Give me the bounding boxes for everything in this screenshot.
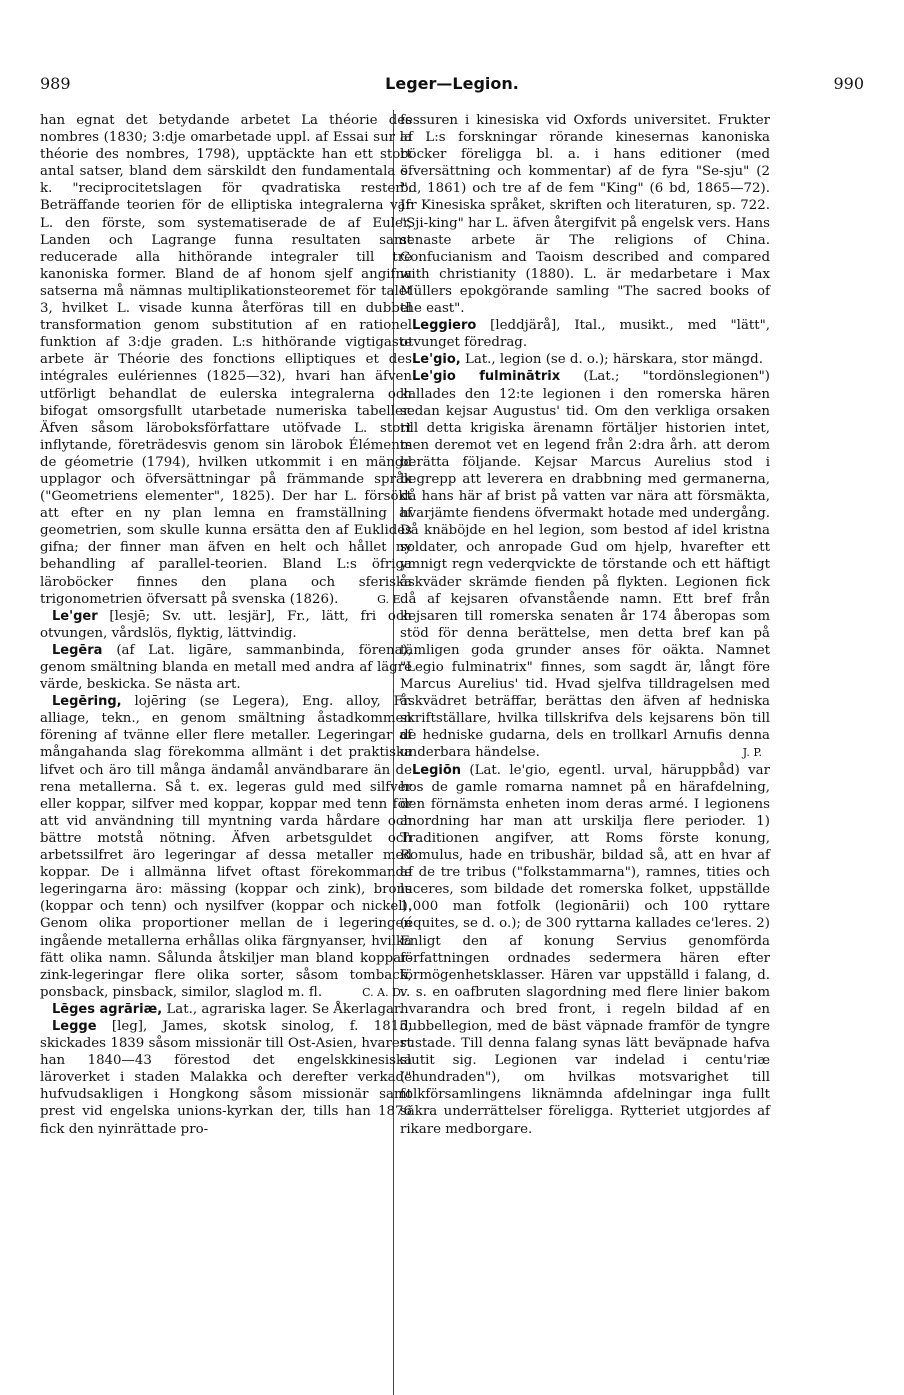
headword: Legiōn — [412, 762, 462, 778]
entry-legering — [40, 693, 412, 1001]
running-head: Leger—Legion. — [385, 74, 519, 93]
entry-text: (Lat. le'gio, egentl. urval, häruppbåd) var hos de gamle romarna namnet på en härafdelning, den förnämsta enheten inom deras armé. I legionens anordning har man att urskilja flere perioder. 1) Traditionen angifver, att Roms förste konung, Romulus, hade en tribushär, bildad så, att en hvar af af de tre tribus ("folkstammarna"), ramnes, tities och luceres, som bildade det romerska folket, uppställde 1,000 man fotfolk (legionārii) och 100 ryttare (équites, se d. o.); de 300 ryttarna kallades ce'leres. 2) Enligt den af konung Servius genomförda författningen ordnades sedermera hären efter förmögenhetsklasser. Hären var uppställd i falang, d. v. s. en oafbruten slagordning med flere linier bakom hvarandra och bred front, i regeln bildad af en dubbellegion, med de bäst väpnade framför de tyngre rustade. Till denna falang synas lätt beväpnade hafva slutit sig. Legionen var indelad i centu'riæ ("hundraden"), om hvilkas motsvarighet till folkförsamlingens liknämnda afdelningar inga fullt säkra underrättelser föreligga. Rytteriet utgjordes af rikare medborgare. — [400, 762, 770, 1137]
entry-text: Lat., legion (se d. o.); härskara, stor mängd. — [464, 352, 763, 368]
entry-text: [leg], James, skotsk sinolog, f. 1815, skickades 1839 såsom missionär till Ost-Asien, hvarest han 1840—43 förestod det engelskkinesiska läroverket i staden Malakka och derefter verkade hufvudsakligen i Hongkong såsom missionär samt prest vid engelska unions-kyrkan der, tills han 1876 fick den nyinrättade pro- — [40, 1018, 412, 1137]
entry-leger — [40, 608, 412, 642]
headword: Legēra — [52, 642, 103, 658]
entry-legge — [40, 1018, 412, 1138]
headword: Lēges agrāriæ, — [52, 1001, 163, 1017]
right-column — [400, 112, 770, 1138]
page-header — [40, 74, 864, 100]
headword: Leggiero — [412, 318, 477, 334]
signature: J. P. — [742, 746, 762, 760]
legge-continuation-text: fessuren i kinesiska vid Oxfords universitet. Frukter af L:s forskningar rörande kinesernas kanoniska böcker föreligga bl. a. i hans editioner (med öfversättning och kommentar) af de fyra "Se-sju" (2 bd, 1861) och tre af de fem "King" (6 bd, 1865—72). Jfr Kinesiska språket, skriften och literaturen, sp. 722. "Sji-king" har L. äfven återgifvit på engelsk vers. Hans senaste arbete är The religions of China. Confucianism and Taoism described and compared with christianity (1880). L. är medarbetare i Max Müllers epokgörande samling "The sacred books of the east". — [400, 113, 770, 317]
entry-text: Lat., agrariska lager. Se Åkerlagar. — [166, 1001, 404, 1017]
entry-legio — [400, 351, 770, 368]
legge-continuation — [400, 112, 770, 317]
entry-legio-fulminatrix — [400, 368, 770, 761]
page-number-right: 990 — [833, 74, 864, 93]
headword: Le'gio fulminātrix — [412, 369, 561, 385]
legendre-continuation — [40, 112, 412, 608]
headword: Legēring, — [52, 694, 122, 710]
page-number-left: 989 — [40, 74, 71, 93]
entry-leggiero — [400, 317, 770, 351]
entry-legion — [400, 762, 770, 1138]
entry-text: [lesjē; Sv. utt. lesjär], Fr., lätt, fri och otvungen, vårdslös, flyktig, lättvindig. — [40, 608, 413, 641]
entry-text: lojēring (se Legera), Eng. alloy, Fr. alliage, tekn., en genom smältning åstadkommen förening af tvänne eller flere metaller. Legeringar af mångahanda slag förekomma allmänt i det praktiska lifvet och äro till många ändamål användbarare än de rena metallerna. Så t. ex. legeras guld med silfver eller koppar, silfver med koppar, koppar med tenn för att vid användning till myntning varda hårdare och bättre motstå nötning. Äfven arbetsguldet och arbetssilfret äro legeringar af dessa metaller med koppar. De i allmänna lifvet oftast förekommande legeringarna äro: mässing (koppar och zink), brons (koppar och tenn) och nysilfver (koppar och nickel). Genom olika proportioner mellan de i legeringen ingående metallerna erhållas olika färgnyanser, hvilka fätt olika namn. Sålunda åtskiljer man bland koppar-zink-legeringar flere olika sorter, såsom tomback, ponsback, pinsback, similor, slaglod m. fl. — [40, 694, 412, 1000]
entry-text: (af Lat. ligāre, sammanbinda, förena), genom smältning blanda en metall med andra af lägre värde, beskicka. Se nästa art. — [40, 642, 412, 693]
signature: G. E. — [377, 592, 404, 606]
entry-text: [leddjärå], Ital., musikt., med "lätt", otvunget föredrag. — [400, 318, 771, 351]
entry-leges-agrariae — [40, 1001, 412, 1018]
headword: Le'ger — [52, 608, 98, 624]
legendre-text: han egnat det betydande arbetet La théorie des nombres (1830; 3:dje omarbetade uppl. af Essai sur la théorie des nombres, 1798), upptäckte han ett stort antal satser, bland dem särskildt den fundamentala s. k. "reciprocitetslagen för qvadratiska rester". Beträffande teorien för de elliptiska integralerna var L. den förste, som systematiserade de af Euler, Landen och Lagrange funna resultaten samt reducerade alla hithörande integraler till tre kanoniska former. Bland de af honom sjelf angifna satserna må nämnas multiplikationsteoremet för talet 3, hvilket L. visade kunna återföras till en dubbel transformation genom substitution af en rationel funktion af 3:dje graden. L:s hithörande vigtigaste arbete är Théorie des fonctions elliptiques et des intégrales eulériennes (1825—32), hvari han äfven utförligt behandlat de eulerska integralerna och bifogat omsorgsfullt utarbetade numeriska tabeller. Äfven såsom läroboksförfattare utöfvade L. stort inflytande, företrädesvis genom sin lärobok Éléments de géometrie (1794), hvilken utkommit i en mängd upplagor och öfversättningar på främmande språk ("Geometriens elementer", 1825). Der har L. försökt att efter en ny plan lemna en framställning af geometrien, som skulle kunna ersätta den af Euklides gifna; der finner man äfven en helt och hållet ny behandling af parallel-teorien. Bland L:s öfriga läroböcker finnes den plana och sferiska trigonometrien öfversatt på svenska (1826). — [40, 113, 412, 607]
headword: Le'gio, — [412, 352, 461, 368]
signature: C. A. D. — [362, 985, 404, 999]
headword: Legge — [52, 1018, 97, 1034]
entry-text: (Lat.; "tordönslegionen") kallades den 12:te legionen i den romerska hären sedan kejsar Augustus' tid. Om den verkliga orsaken till detta krigiska ärenamn förtäljer historien intet, men deremot vet en legend från 2:dra årh. att derom berätta följande. Kejsar Marcus Aurelius stod i begrepp att leverera en drabbning med germanerna, då hans här af brist på vatten var nära att försmäkta, hvarjämte fiendens öfvermakt hotade med undergång. Då knäböjde en hel legion, som bestod af idel kristna soldater, och anropade Gud om hjelp, hvarefter ett ymnigt regn vederqvickte de törstande och ett häftigt åskväder skrämde fienden på flykten. Legionen fick då af kejsaren ofvanstående namn. Ett bref från kejsaren till romerska senaten år 174 åberopas som stöd för denna berättelse, men detta bref kan på tämligen goda grunder anses för oäkta. Namnet "Legio fulminatrix" finnes, som sagdt är, långt före Marcus Aurelius' tid. Hvad sjelfva tilldragelsen med åskvädret beträffar, berättas den äfven af hedniska skriftställare, hvilka tillskrifva dels kejsarens bön till de hedniske gudarna, dels en trollkarl Arnufis denna underbara händelse. — [400, 369, 771, 761]
entry-legera — [40, 642, 412, 693]
left-column — [40, 112, 412, 1138]
